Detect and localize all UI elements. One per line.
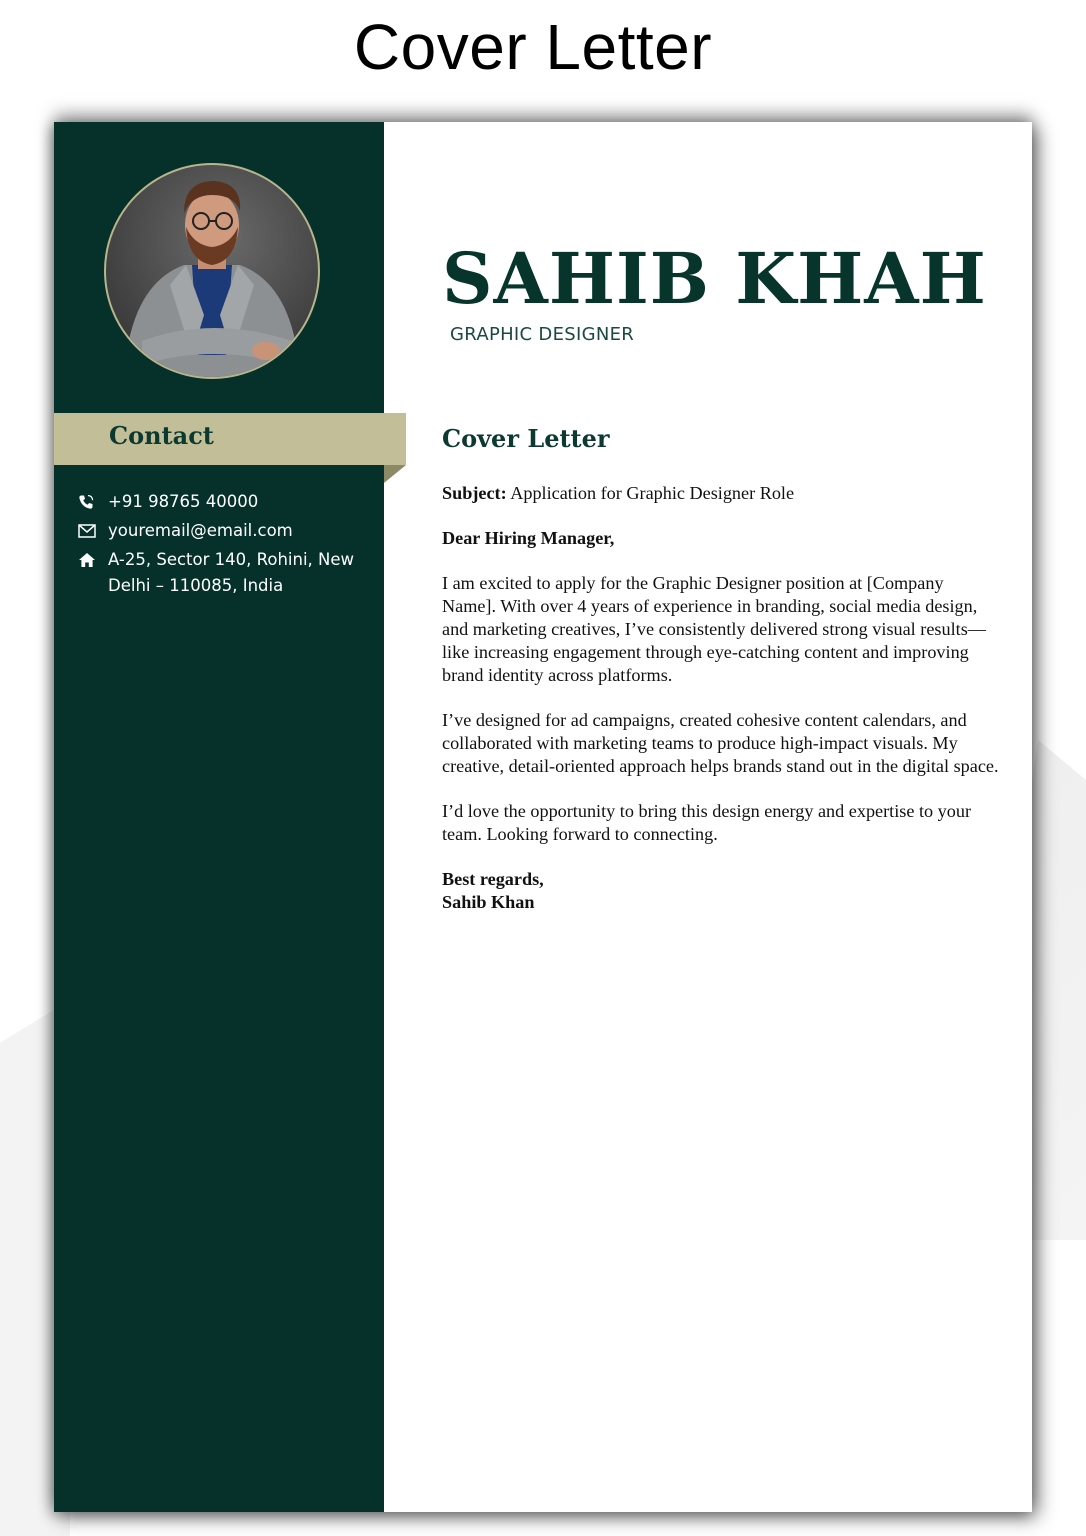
applicant-name: SAHIB KHAH bbox=[442, 237, 987, 320]
contact-section-banner bbox=[54, 413, 406, 465]
salutation: Dear Hiring Manager, bbox=[442, 528, 615, 548]
page-title: Cover Letter bbox=[353, 11, 713, 83]
closing: Best regards, bbox=[442, 869, 544, 889]
signature: Sahib Khan bbox=[442, 892, 535, 912]
applicant-role: GRAPHIC DESIGNER bbox=[450, 324, 635, 345]
phone-number[interactable]: +91 98765 40000 bbox=[108, 492, 259, 511]
paragraph-1: I am excited to apply for the Graphic Designer position at [Company Name]. With over 4 years of experience in branding, social media design, and marketing creatives, I’ve consistently delivered strong visual results—like increasing engagement through eye-catching content and improving brand identity across platforms. bbox=[442, 573, 986, 685]
cover-letter-page bbox=[54, 122, 1032, 1512]
subject-line bbox=[442, 482, 1002, 505]
mail-icon bbox=[78, 521, 108, 541]
letter-body bbox=[442, 482, 1002, 914]
closing-block bbox=[442, 868, 1002, 914]
letter-heading: Cover Letter bbox=[442, 424, 610, 453]
contact-email bbox=[78, 521, 368, 544]
contact-list bbox=[78, 492, 368, 605]
address-line-2: Delhi – 110085, India bbox=[108, 576, 284, 595]
home-icon bbox=[78, 550, 108, 570]
banner-fold bbox=[384, 465, 406, 483]
person-portrait-icon bbox=[106, 165, 318, 377]
subject-label: Subject: bbox=[442, 483, 507, 503]
address-line-1: A-25, Sector 140, Rohini, New bbox=[108, 550, 355, 569]
sidebar bbox=[54, 122, 384, 1512]
address-text bbox=[108, 547, 354, 599]
contact-heading: Contact bbox=[109, 421, 214, 450]
paragraph-2: I’ve designed for ad campaigns, created cohesive content calendars, and collaborated with marketing teams to produce high-impact visuals. My creative, detail-oriented approach helps brands stand out in the digital space. bbox=[442, 710, 999, 776]
email-address[interactable]: youremail@email.com bbox=[108, 521, 293, 540]
contact-address bbox=[78, 550, 368, 599]
contact-phone bbox=[78, 492, 368, 515]
paragraph-3: I’d love the opportunity to bring this design energy and expertise to your team. Looking forward to connecting. bbox=[442, 801, 972, 844]
subject-text: Application for Graphic Designer Role bbox=[506, 483, 795, 503]
phone-icon bbox=[78, 492, 108, 512]
profile-photo bbox=[104, 163, 320, 379]
